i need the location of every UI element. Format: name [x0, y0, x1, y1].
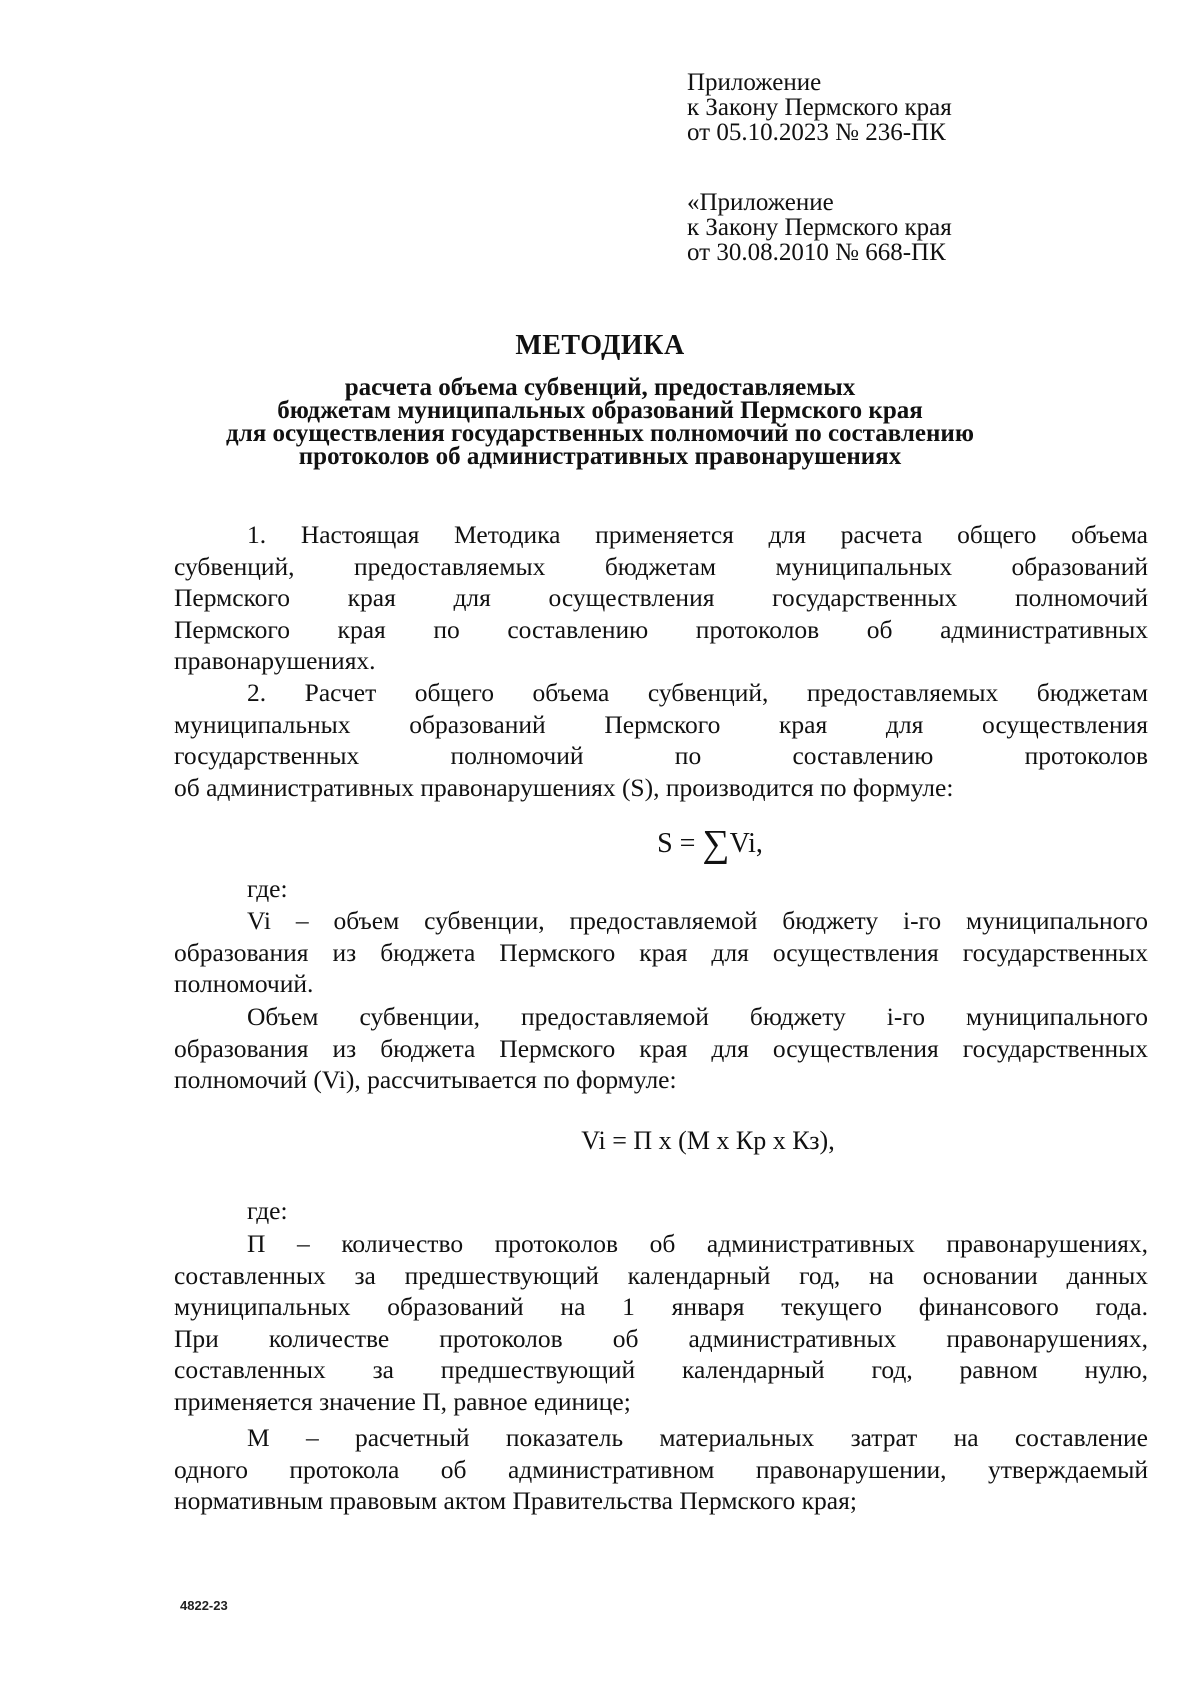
formula-left: S =: [657, 828, 703, 859]
subtitle-line: бюджетам муниципальных образований Пермского края: [277, 397, 923, 424]
text-line: полномочий.: [174, 969, 314, 998]
appendix-header-line: Приложение: [687, 69, 822, 96]
text-line: применяется значение П, равное единице;: [174, 1386, 631, 1416]
paragraph-vi-definition: [174, 905, 1148, 1000]
formula-right: Vi,: [729, 828, 763, 859]
appendix-header-line: «Приложение: [687, 189, 834, 216]
original-appendix-header: [687, 190, 1157, 265]
text-line: правонарушениях.: [174, 646, 376, 675]
text-line: нормативным правовым актом Правительства Пермского края;: [174, 1486, 857, 1515]
subtitle-line: расчета объема субвенций, предоставляемых: [344, 374, 856, 401]
appendix-header-line: от 30.08.2010 № 668-ПК: [687, 239, 946, 266]
text-line: составленных за предшествующий календарный год, на основании данных: [174, 1260, 1148, 1290]
text-line: составленных за предшествующий календарный год, равном нулю,: [174, 1355, 1148, 1384]
paragraph-vi-formula-intro: [174, 1001, 1148, 1096]
text-line: М – расчетный показатель материальных затрат на составление: [247, 1423, 1148, 1452]
text-line: муниципальных образований на 1 января текущего финансового года.: [174, 1292, 1148, 1321]
paragraph-p-definition: [174, 1228, 1148, 1417]
text-line: 2. Расчет общего объема субвенций, предоставляемых бюджетам: [247, 678, 1148, 707]
appendix-header-line: к Закону Пермского края: [687, 214, 952, 241]
subtitle-line: для осуществления государственных полномочий по составлению: [226, 420, 974, 447]
text-line: Vi – объем субвенции, предоставляемой бюджету i-го муниципального: [247, 906, 1148, 935]
text-line: субвенций, предоставляемых бюджетам муниципальных образований: [174, 551, 1148, 581]
text-line: полномочий (Vi), рассчитывается по формуле:: [174, 1065, 677, 1094]
where-label: где:: [247, 1196, 288, 1225]
text-line: государственных полномочий по составлению протоколов: [174, 741, 1148, 770]
where-label: где:: [247, 874, 288, 903]
subtitle-line: протоколов об административных правонарушениях: [298, 443, 902, 470]
text-line: образования из бюджета Пермского края для осуществления государственных: [174, 937, 1148, 967]
text-line: одного протокола об административном правонарушении, утверждаемый: [174, 1454, 1148, 1484]
text-line: об административных правонарушениях (S), производится по формуле:: [174, 772, 954, 802]
paragraph-1: [174, 519, 1148, 677]
text-line: образования из бюджета Пермского края для осуществления государственных: [174, 1033, 1148, 1063]
paragraph-2: [174, 677, 1148, 803]
text-line: Пермского края для осуществления государственных полномочий: [174, 583, 1148, 612]
document-code: 4822-23: [180, 1598, 228, 1613]
formula-total-subvention: [110, 822, 1200, 866]
formula-vi: Vi = П х (М х Кр х Кз),: [581, 1126, 835, 1155]
sigma-symbol: ∑: [702, 823, 730, 865]
appendix-header: [687, 70, 1157, 145]
appendix-header-line: к Закону Пермского края: [687, 94, 952, 121]
paragraph-m-definition: [174, 1422, 1148, 1517]
text-line: 1. Настоящая Методика применяется для расчета общего объема: [247, 520, 1148, 549]
text-line: Объем субвенции, предоставляемой бюджету i-го муниципального: [247, 1002, 1148, 1031]
text-line: При количестве протоколов об административных правонарушениях,: [174, 1323, 1148, 1353]
text-line: муниципальных образований Пермского края для осуществления: [174, 709, 1148, 739]
appendix-header-line: от 05.10.2023 № 236-ПК: [687, 119, 946, 146]
document-title: МЕТОДИКА: [515, 330, 685, 361]
text-line: П – количество протоколов об административных правонарушениях,: [247, 1229, 1148, 1258]
document-subtitle: [0, 376, 1200, 468]
text-line: Пермского края по составлению протоколов об административных: [174, 614, 1148, 644]
